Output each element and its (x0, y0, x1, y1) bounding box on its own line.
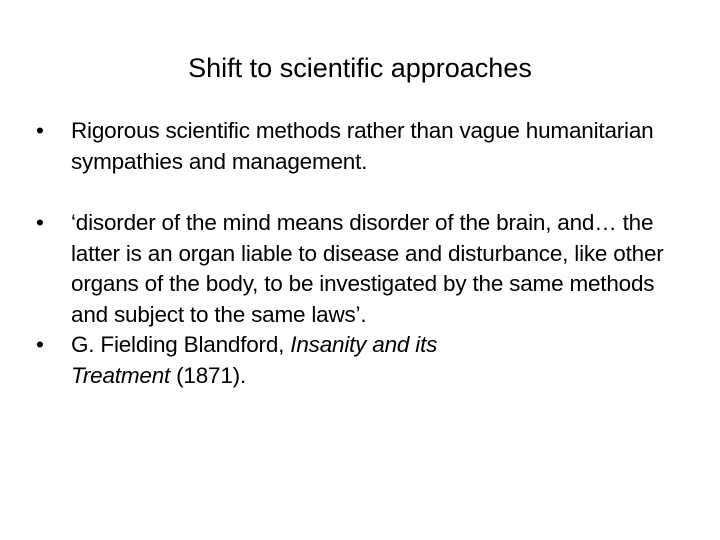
bullet-item-blandford-quote: • ‘disorder of the mind means disorder of the brain, and… the latter is an organ liable to disease and disturbance, like other organs of the body, to be investigated by the same methods and subject to the same laws’. (36, 208, 676, 330)
bullet-item-citation (36, 330, 676, 391)
citation-year: (1871). (170, 362, 247, 388)
citation-author: G. Fielding Blandford, (71, 332, 291, 357)
bullet-item-scientific-methods: • Rigorous scientific methods rather than vague humanitarian sympathies and management. (36, 116, 676, 177)
slide-title: Shift to scientific approaches (188, 53, 532, 83)
citation-work-title-part2: Treatment (71, 362, 171, 388)
bullet-list (36, 116, 676, 391)
citation-work-title-part1: Insanity and its (290, 332, 438, 357)
